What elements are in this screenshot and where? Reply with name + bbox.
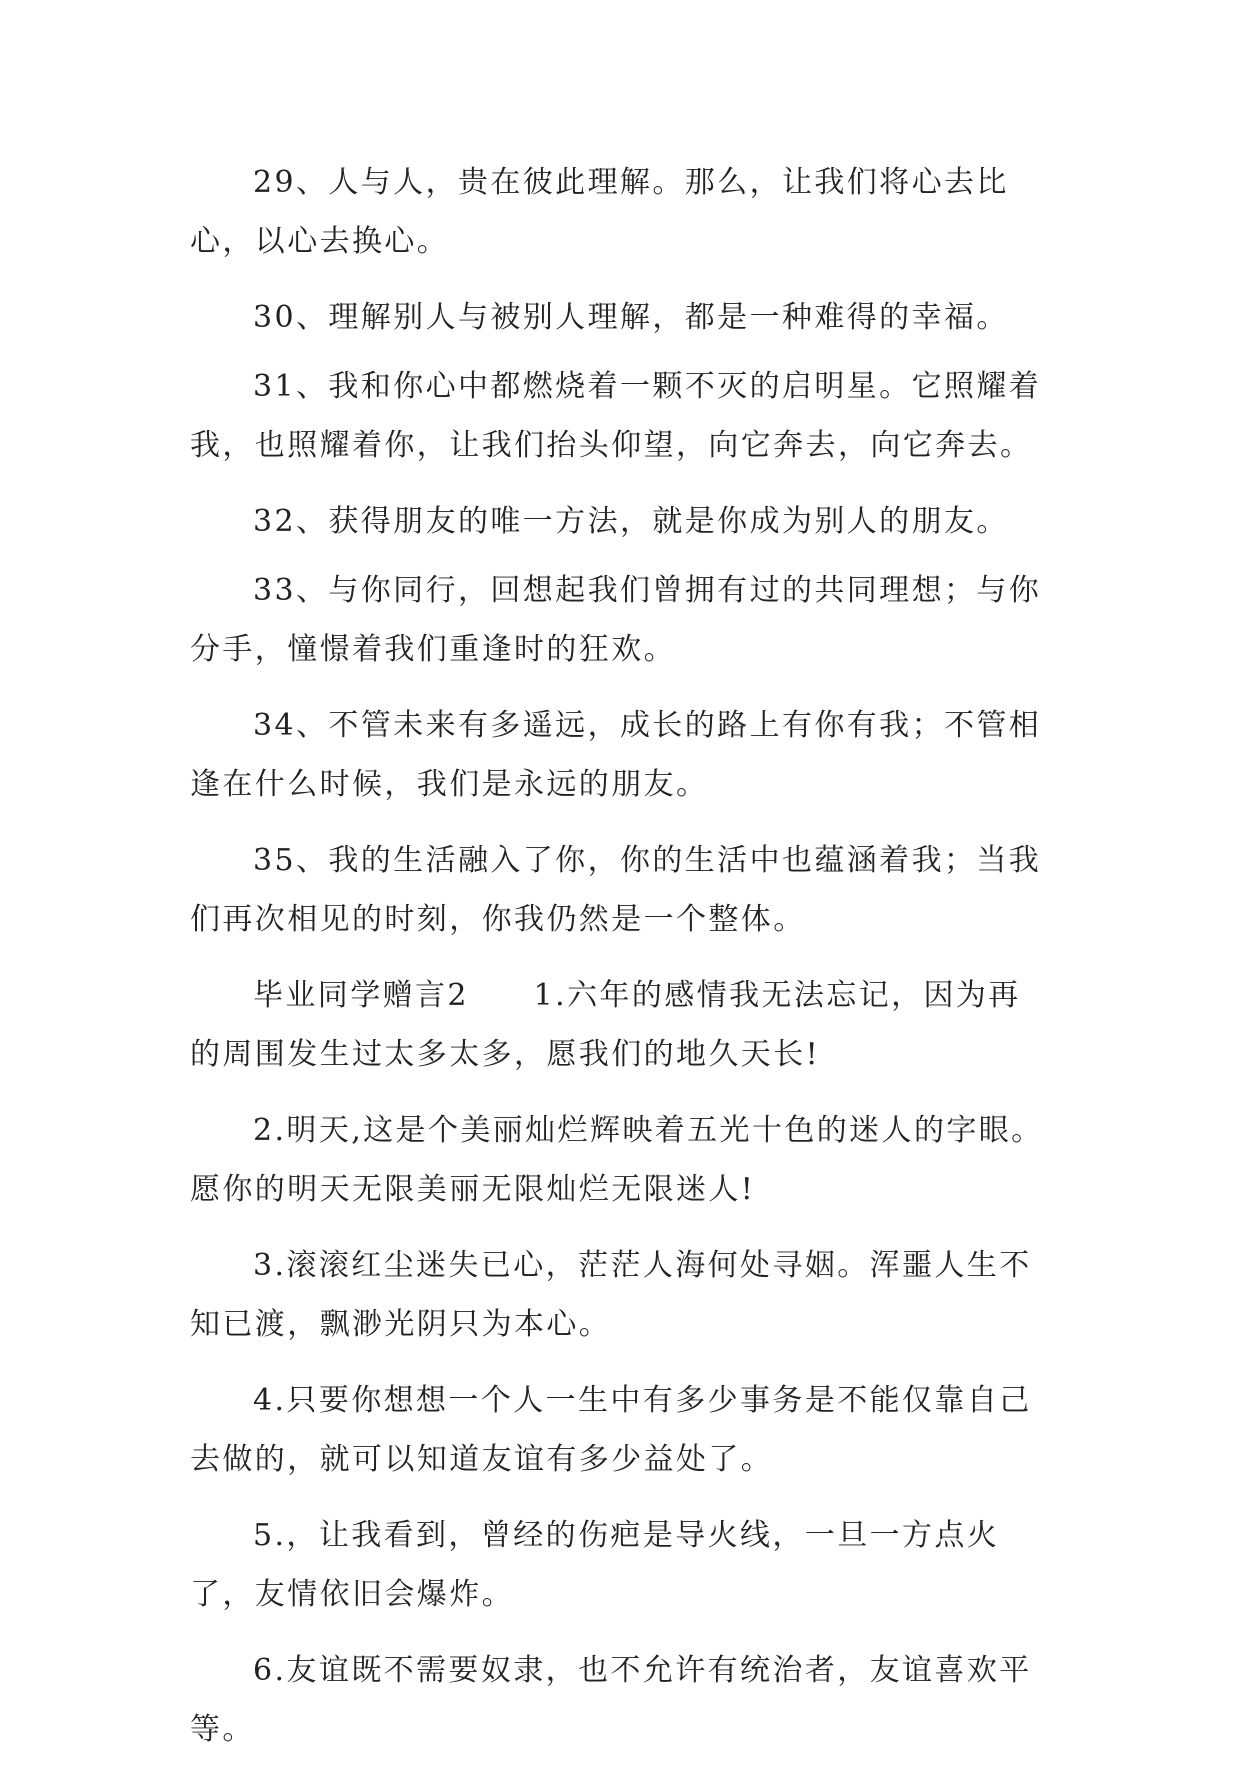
paragraph-34: 34、不管未来有多遥远，成长的路上有你有我；不管相逢在什么时候，我们是永远的朋友。: [190, 708, 1042, 802]
paragraph-item-3: 3.滚滚红尘迷失已心，茫茫人海何处寻姻。浑噩人生不知已渡，飘渺光阴只为本心。: [190, 1248, 1032, 1342]
paragraph-item-6: 6.友谊既不需要奴隶，也不允许有统治者，友谊喜欢平等。: [190, 1653, 1032, 1747]
section-heading-paragraph: 毕业同学赠言2 1.六年的感情我无法忘记，因为再的周围发生过太多太多，愿我们的地久天长!: [190, 978, 1021, 1072]
paragraph-29: 29、人与人，贵在彼此理解。那么，让我们将心去比心，以心去换心。: [190, 165, 1009, 259]
paragraph-item-4: 4.只要你想想一个人一生中有多少事务是不能仅靠自己去做的，就可以知道友谊有多少益处了。: [190, 1383, 1032, 1477]
paragraph-item-5: 5.，让我看到，曾经的伤疤是导火线，一旦一方点火了，友情依旧会爆炸。: [190, 1518, 1000, 1612]
paragraph-31: 31、我和你心中都燃烧着一颗不灭的启明星。它照耀着我，也照耀着你，让我们抬头仰望，向它奔去，向它奔去。: [190, 369, 1042, 463]
paragraph-30: 30、理解别人与被别人理解，都是一种难得的幸福。: [253, 300, 1009, 335]
paragraph-item-2: 2.明天,这是个美丽灿烂辉映着五光十色的迷人的字眼。愿你的明天无限美丽无限灿烂无限迷人!: [190, 1113, 1044, 1207]
paragraph-35: 35、我的生活融入了你，你的生活中也蕴涵着我；当我们再次相见的时刻，你我仍然是一个整体。: [190, 843, 1042, 937]
paragraph-32: 32、获得朋友的唯一方法，就是你成为别人的朋友。: [253, 504, 1009, 539]
document-body: [190, 153, 1050, 1776]
paragraph-33: 33、与你同行，回想起我们曾拥有过的共同理想；与你分手，憧憬着我们重逢时的狂欢。: [190, 573, 1042, 667]
